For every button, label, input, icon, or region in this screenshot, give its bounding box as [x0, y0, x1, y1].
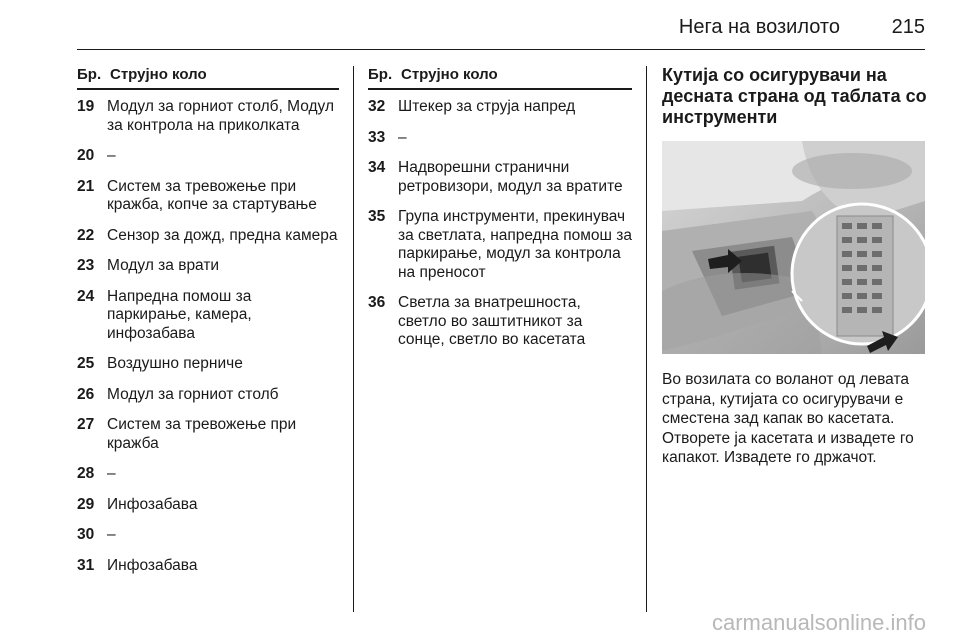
fuse-circuit: Модул за горниот столб [107, 385, 279, 403]
fuse-number: 28 [77, 465, 95, 482]
table-row [77, 288, 339, 344]
fuse-box-photo [662, 141, 925, 354]
fuse-circuit: Инфозабава [107, 556, 198, 574]
fuse-circuit: Воздушно перниче [107, 355, 243, 372]
page-header [77, 16, 925, 42]
fuse-circuit: – [398, 128, 407, 146]
fuse-number: 30 [77, 526, 95, 543]
fuse-number: 32 [368, 98, 386, 115]
fuse-number: 19 [77, 98, 95, 115]
column-divider [646, 66, 647, 612]
table-row [77, 416, 339, 453]
col-no-header: Бр. [77, 66, 102, 83]
fuse-circuit: Модул за врати [107, 257, 220, 274]
fuse-number: 36 [368, 294, 386, 311]
fuse-circuit: Инфозабава [107, 495, 198, 513]
table-row [368, 98, 632, 117]
fuse-circuit: Систем за тревожење при кражба, копче за стартување [107, 177, 317, 213]
fuse-circuit: Штекер за струја напред [398, 98, 576, 115]
fuse-number: 34 [368, 159, 386, 176]
table-row [368, 208, 632, 282]
fuse-number: 24 [77, 287, 95, 305]
fuse-number: 23 [77, 257, 95, 274]
table-header [77, 66, 339, 90]
fuse-circuit: Сензор за дожд, предна камера [107, 226, 338, 244]
watermark: carmanualsonline.info [711, 610, 926, 635]
table-row [368, 129, 632, 148]
table-row [77, 465, 339, 484]
fuse-circuit: Систем за тревожење при кражба [107, 416, 297, 452]
fuse-box-illustration [662, 141, 925, 354]
fuse-circuit: Напредна помош за паркирање, камера, инфозабава [107, 287, 252, 342]
table-row [77, 526, 339, 545]
fuse-table-left [77, 66, 339, 587]
page-number: 215 [891, 16, 925, 38]
table-row [77, 178, 339, 215]
fuse-circuit: Модул за горниот столб, Модул за контрола на приколката [107, 98, 335, 134]
table-row [77, 98, 339, 135]
col-circuit-header: Струјно коло [110, 66, 207, 83]
fuse-number: 35 [368, 208, 386, 225]
fuse-number: 25 [77, 355, 95, 372]
fuse-circuit: – [107, 465, 116, 482]
section-caption: Во возилата со воланот од левата страна, кутијата со осигурувачи е сместена зад капак во касетата. Отворете ја касетата и извадете го капакот. Извадете го држачот. [662, 371, 914, 466]
col-circuit-header: Струјно коло [401, 66, 498, 83]
fuse-number: 33 [368, 128, 386, 146]
section-title: Кутија со осигурувачи на десната страна од таблата со инструменти [662, 65, 927, 127]
fuse-circuit: Група инструменти, прекинувач за светлата, напредна помош за паркирање, модул за контрола на преносот [398, 208, 632, 281]
fuse-number: 27 [77, 416, 95, 433]
table-row [77, 496, 339, 515]
table-row [77, 257, 339, 276]
header-rule [77, 49, 925, 50]
table-rows [77, 98, 339, 575]
fuse-table-right [368, 66, 632, 362]
table-row [77, 147, 339, 166]
table-row [77, 355, 339, 374]
fuse-number: 22 [77, 226, 95, 244]
fuse-number: 20 [77, 147, 95, 164]
col-no-header: Бр. [368, 66, 393, 83]
table-rows [368, 98, 632, 350]
fuse-number: 29 [77, 495, 95, 513]
fuse-circuit: Светла за внатрешноста, светло во заштитникот за сонце, светло во касетата [398, 294, 586, 348]
column-divider [353, 66, 354, 612]
fuse-number: 26 [77, 385, 95, 403]
fuse-number: 31 [77, 556, 95, 574]
table-row [77, 557, 339, 576]
table-header [368, 66, 632, 90]
fuse-circuit: Надворешни странични ретровизори, модул за вратите [398, 159, 623, 195]
fuse-number: 21 [77, 177, 95, 195]
fuse-circuit: – [107, 526, 116, 543]
fuse-box-section [662, 66, 927, 468]
table-row [77, 227, 339, 246]
fuse-circuit: – [107, 147, 116, 164]
table-row [77, 386, 339, 405]
table-row [368, 159, 632, 196]
table-row [368, 294, 632, 350]
header-title: Нега на возилото [678, 16, 840, 38]
